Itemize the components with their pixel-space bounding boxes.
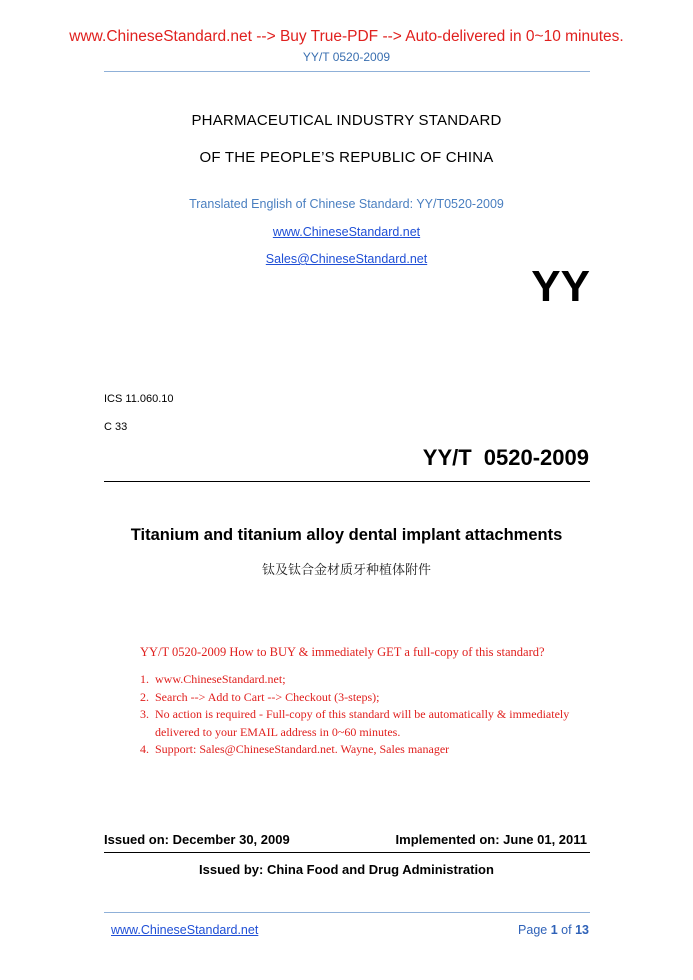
purchase-step [140,689,580,707]
classification-code: C 33 [104,421,128,433]
step-number: 4. [140,742,149,756]
purchase-step [140,741,580,759]
header-doc-number: YY/T 0520-2009 [302,50,391,64]
issued-date: Issued on: December 30, 2009 [104,832,290,847]
header-banner[interactable]: www.ChineseStandard.net --> Buy True-PDF --> Auto-delivered in 0~10 minutes. [69,28,624,45]
page-total: 13 [575,923,589,937]
purchase-question: YY/T 0520-2009 How to BUY & immediately GET a full-copy of this standard? [140,645,545,659]
website-link[interactable]: www.ChineseStandard.net [272,225,421,239]
step-number: 2. [140,689,149,704]
footer-divider [104,912,590,913]
header-divider [104,71,590,72]
yy-logo: YY [531,262,590,311]
step-number: 3. [140,707,149,721]
step-text: www.ChineseStandard.net; [155,672,286,686]
page-label: Page [518,923,548,937]
page-indicator [518,923,589,937]
page-current: 1 [550,923,558,937]
translation-note: Translated English of Chinese Standard: YY/T0520-2009 [189,197,504,211]
ics-code: ICS 11.060.10 [104,393,174,405]
page-of: of [561,923,572,937]
step-text: Support: Sales@ChineseStandard.net. Wayne, Sales manager [155,742,450,756]
sales-email-link[interactable]: Sales@ChineseStandard.net [265,252,428,266]
step-text: Search --> Add to Cart --> Checkout (3-steps); [155,689,380,704]
step-text: No action is required - Full-copy of this standard will be automatically & immediately delivered to your EMAIL address in 0~60 minutes. [155,707,570,739]
standard-code-divider [104,481,590,482]
issuing-authority: Issued by: China Food and Drug Administration [199,862,494,877]
standard-code: YY/T 0520-2009 [422,445,589,470]
purchase-steps [140,671,580,759]
standard-heading-line1: PHARMACEUTICAL INDUSTRY STANDARD [191,112,502,129]
standard-heading-line2: OF THE PEOPLE’S REPUBLIC OF CHINA [199,149,494,166]
dates-divider [104,852,590,853]
document-title-chinese: 钛及钛合金材质牙种植体附件 [261,563,431,578]
footer-website-link[interactable]: www.ChineseStandard.net [111,923,259,937]
purchase-step [140,706,580,741]
purchase-step [140,671,580,689]
step-number: 1. [140,672,149,686]
document-title: Titanium and titanium alloy dental implant attachments [130,526,563,544]
implemented-date: Implemented on: June 01, 2011 [395,832,587,847]
